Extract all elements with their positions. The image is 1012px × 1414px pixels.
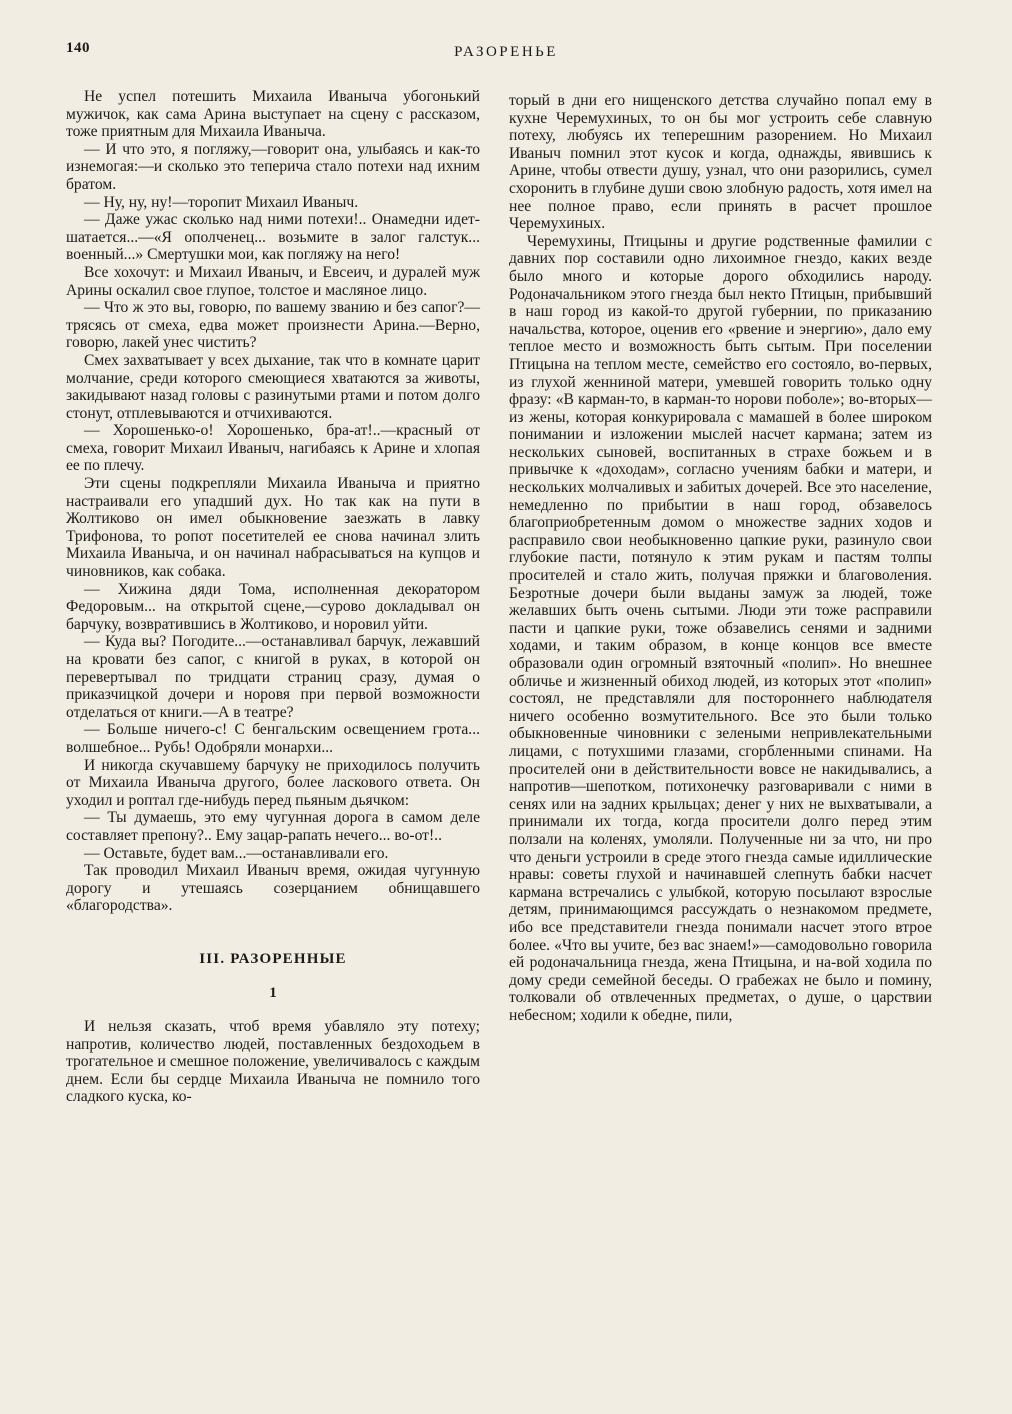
paragraph: — Оставьте, будет вам...—останавливали его. (84, 844, 389, 862)
section-title: III. РАЗОРЕННЫЕ (199, 950, 347, 967)
left-column (66, 88, 480, 1106)
right-paragraphs (509, 92, 932, 1024)
left-paragraphs-before (66, 88, 480, 915)
paragraph: Эти сцены подкрепляли Михаила Иваныча и приятно настраивали его упадший дух. Но так как на пути в Жолтиково он имел обыкновение заезжать в лавку Трифонова, то ропот посетителей ее снова начинал злить Михаила Иваныча, и он начинал набрасываться на купцов и чиновников, как собака. (66, 475, 480, 581)
paragraph: И нельзя сказать, чтоб время убавляло эту потеху; напротив, количество людей, поставленных бездоходьем в трогательное и смешное положение, увеличивалось с каждым днем. Если бы сердце Михаила Иваныча не помнило того сладкого куска, ко- (66, 1018, 480, 1106)
paragraph: — Ну, ну, ну!—торопит Михаил Иваныч. (84, 193, 359, 211)
left-paragraphs-after (66, 1018, 480, 1106)
paragraph: — И что это, я погляжу,—говорит она, улыбаясь и как-то изнемогая:—и сколько это теперича стало потехи над ихним братом. (66, 140, 480, 193)
running-title: РАЗОРЕНЬЕ (454, 44, 558, 60)
right-column (509, 92, 932, 1024)
page-number: 140 (66, 40, 90, 56)
paragraph: И никогда скучавшему барчуку не приходилось получить от Михаила Иваныча другого, более ласкового ответа. Он уходил и роптал где-нибудь перед пьяным дьячком: (66, 756, 480, 809)
paragraph: Не успел потешить Михаила Иваныча убогонький мужичок, как сама Арина выступает на сцену с рассказом, тоже приятным для Михаила Иваныча. (66, 88, 480, 141)
paragraph: Так проводил Михаил Иваныч время, ожидая чугунную дорогу и утешаясь созерцанием обнищавшего «благородства». (66, 862, 480, 915)
paragraph: торый в дни его нищенского детства случайно попал ему в кухне Черемухиных, то он бы мог устроить себе славную потеху, любуясь их теперешним разорением. Но Михаил Иваныч помнил этот кусок и когда, однажды, явившись к Арине, чтобы отвести душу, узнал, что они разорились, сумел схоронить в глубине души свою злобную радость, хотя имел на нее полное право, если принять в расчет прошлое Черемухиных. (509, 92, 932, 233)
paragraph: Черемухины, Птицыны и другие родственные фамилии с давних пор составили одно лихоимное гнездо, каких везде было много и которые дорого обходились народу. Родоначальником этого гнезда был некто Птицын, прибывший в наш город из какой-то другой губернии, по приказанию начальства, которое, оценив его «рвение и энергию», дало ему теплое место и возможность быть сытым. При поселении Птицына на теплом месте, семейство его состояло, во-первых, из глухой женниной матери, умевшей говорить только одну фразу: «В карман-то, в карман-то норови поболе»; во-вторых—из жены, которая конкурировала с мамашей в более широком понимании и изложении мыслей насчет кармана; затем из нескольких сыновей, воспитанных в страхе божьем и в привычке к «доходам», согласно учениям бабки и матери, и нескольких молчаливых и забитых дочерей. Все это население, немедленно по прибытии в наш город, обзавелось благоприобретенным домом о множестве задних ходов и расправило свои необыкновенно цапкие руки, разинуло свои глубокие пасти, потянуло к этим рукам и пастям толпы просителей и стало жить, получая пряжки и благоволения. Безротные дочери были выданы замуж за людей, тоже желавших быть очень сытыми. Люди эти тоже расправили пасти и цапкие руки, тоже обзавелись сенями и задними ходами, и таким образом, в конце концов все вместе образовали один огромный взяточный «полип». Но внешнее обличье и жизненный обиход людей, из которых этот «полип» состоял, не представляли для постороннего наблюдателя ничего особенно возмутительного. Все это были только обыкновенные чиновники с зелеными непривлекательными лицами, с потухшими глазами, сгорбленными спинами. На просителей они в действительности вовсе не накидывались, а напротив—шепотком, потихонечку разговаривали с ними в сенях или на задних крыльцах; денег у них не выхватывали, а принимали их тогда, когда просители долго перед этим ползали на коленях, умоляли. Полученные ни за что, ни про что деньги устроили в среде этого гнезда самые идиллические нравы: советы глухой и начинавшей слепнуть бабки насчет кармана встречались с улыбкой, которую посылают взрослые детям, принимающимся рассуждать о незнакомом предмете, ибо все представители гнезда понимали насчет этого втрое более. «Что вы учите, без вас знаем!»—самодовольно говорила ей родоначальница гнезда, жена Птицына, и на-вой ходила по дому среди семейной беседы. О грабежах не было и помину, толковали об отвлеченных предметах, о душе, о царствии небесном; ходили к обедне, пили, (509, 232, 932, 1024)
paragraph: — Что ж это вы, говорю, по вашему званию и без сапог?—трясясь от смеха, едва может произнести Арина.—Верно, говорю, лакей унес чистить? (66, 299, 480, 352)
paragraph: — Ты думаешь, это ему чугунная дорога в самом деле составляет препону?.. Ему зацар-рапать нечего... во-от!.. (66, 809, 480, 844)
paragraph: — Куда вы? Погодите...—останавливал барчук, лежавший на кровати без сапог, с книгой в руках, в которой он перевертывал по тридцати страниц сразу, думая о приказчицкой дочери и норовя при первой возможности отделаться от книги.—А в театре? (66, 633, 480, 721)
paragraph: — Больше ничего-с! С бенгальским освещением грота... волшебное... Рубь! Одобряли монархи... (66, 721, 480, 756)
paragraph: — Хижина дяди Тома, исполненная декоратором Федоровым... на открытой сцене,—сурово докладывал он барчуку, возвратившись в Жолтиково, и норовил уйти. (66, 580, 480, 633)
paragraph: — Хорошенько-о! Хорошенько, бра-ат!..—красный от смеха, говорит Михаил Иваныч, нагибаясь к Арине и хлопая ее по плечу. (66, 422, 480, 475)
paragraph: Смех захватывает у всех дыхание, так что в комнате царит молчание, среди которого смеющиеся хватаются за животы, закидывают назад головы с разинутыми ртами и потом долго стонут, отплевываются и отчихиваются. (66, 351, 480, 422)
paragraph: — Даже ужас сколько над ними потехи!.. Онамедни идет-шатается...—«Я ополченец... возьмите в залог галстук... военный...» Смертушки мои, как погляжу на него! (66, 211, 480, 264)
paragraph: Все хохочут: и Михаил Иваныч, и Евсеич, и дуралей муж Арины оскалил свое глупое, толстое и масляное лицо. (66, 263, 480, 299)
section-number: 1 (269, 984, 277, 1001)
